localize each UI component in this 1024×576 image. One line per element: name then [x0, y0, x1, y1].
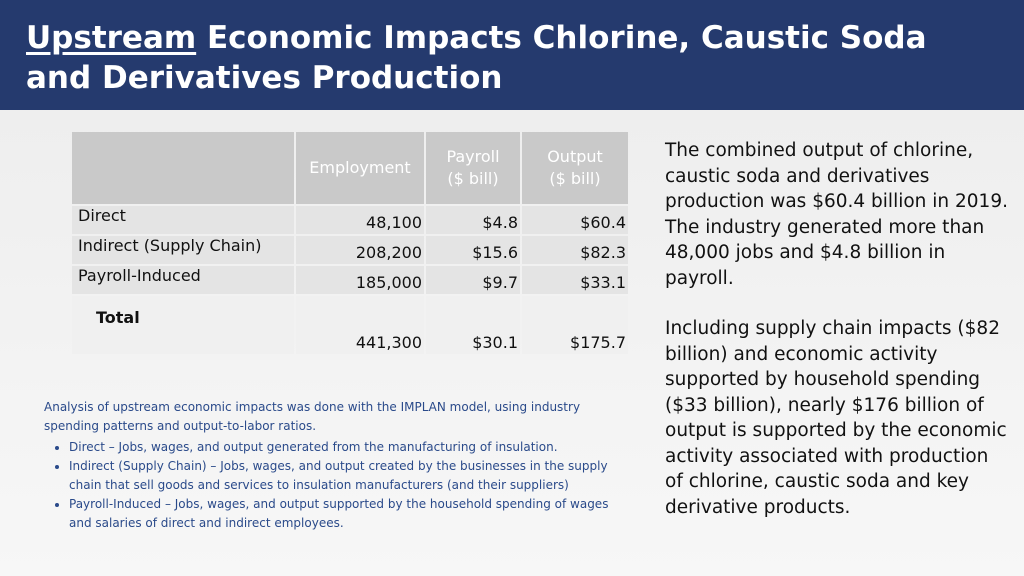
note-bullet-direct: • Direct – Jobs, wages, and output generated from the manufacturing of insulation. [69, 438, 624, 457]
summary-paragraph-2: Including supply chain impacts ($82 billion) and economic activity supported by household spending ($33 billion), nearly $176 billion of output is supported by the economic activity associated with production of chlorine, caustic soda and key derivative products. [665, 318, 1007, 518]
methodology-notes [44, 398, 624, 533]
output-cell: $33.1 [522, 266, 628, 294]
table-row-total [72, 296, 628, 354]
summary-text [665, 138, 1010, 545]
output-cell: $60.4 [522, 206, 628, 234]
payroll-cell: $30.1 [426, 296, 520, 354]
header-employment: Employment [296, 132, 424, 204]
employment-cell: 441,300 [296, 296, 424, 354]
title-underlined-word: Upstream [26, 20, 197, 56]
row-label: Payroll-Induced [72, 266, 294, 294]
summary-paragraph-1: The combined output of chlorine, caustic soda and derivatives production was $60.4 billion in 2019. The industry generated more than 48,000 jobs and $4.8 billion in payroll. [665, 140, 1008, 289]
header-blank [72, 132, 294, 204]
output-cell: $175.7 [522, 296, 628, 354]
note-bullet-payroll-induced: • Payroll-Induced – Jobs, wages, and output supported by the household spending of wages and salaries of direct and indirect employees. [69, 495, 624, 533]
employment-cell: 48,100 [296, 206, 424, 234]
table-row-direct [72, 206, 628, 234]
impacts-table [70, 130, 630, 356]
row-label: Direct [72, 206, 294, 234]
row-label: Total [72, 296, 294, 354]
employment-cell: 185,000 [296, 266, 424, 294]
table-row-indirect [72, 236, 628, 264]
header-output: Output ($ bill) [522, 132, 628, 204]
slide-title [26, 18, 986, 98]
employment-cell: 208,200 [296, 236, 424, 264]
title-bar [0, 0, 1024, 110]
table-header-row [72, 132, 628, 204]
payroll-cell: $15.6 [426, 236, 520, 264]
row-label: Indirect (Supply Chain) [72, 236, 294, 264]
note-bullet-indirect: • Indirect (Supply Chain) – Jobs, wages, and output created by the businesses in the supply chain that sell goods and services to insulation manufacturers (and their suppliers) [69, 457, 624, 495]
payroll-cell: $9.7 [426, 266, 520, 294]
notes-bullet-list [44, 438, 624, 533]
title-rest: Economic Impacts Chlorine, Caustic Soda and Derivatives Production [26, 20, 927, 96]
payroll-cell: $4.8 [426, 206, 520, 234]
table-row-payroll-induced [72, 266, 628, 294]
output-cell: $82.3 [522, 236, 628, 264]
header-payroll: Payroll ($ bill) [426, 132, 520, 204]
notes-intro: Analysis of upstream economic impacts was done with the IMPLAN model, using industry spending patterns and output-to-labor ratios. [44, 400, 581, 433]
